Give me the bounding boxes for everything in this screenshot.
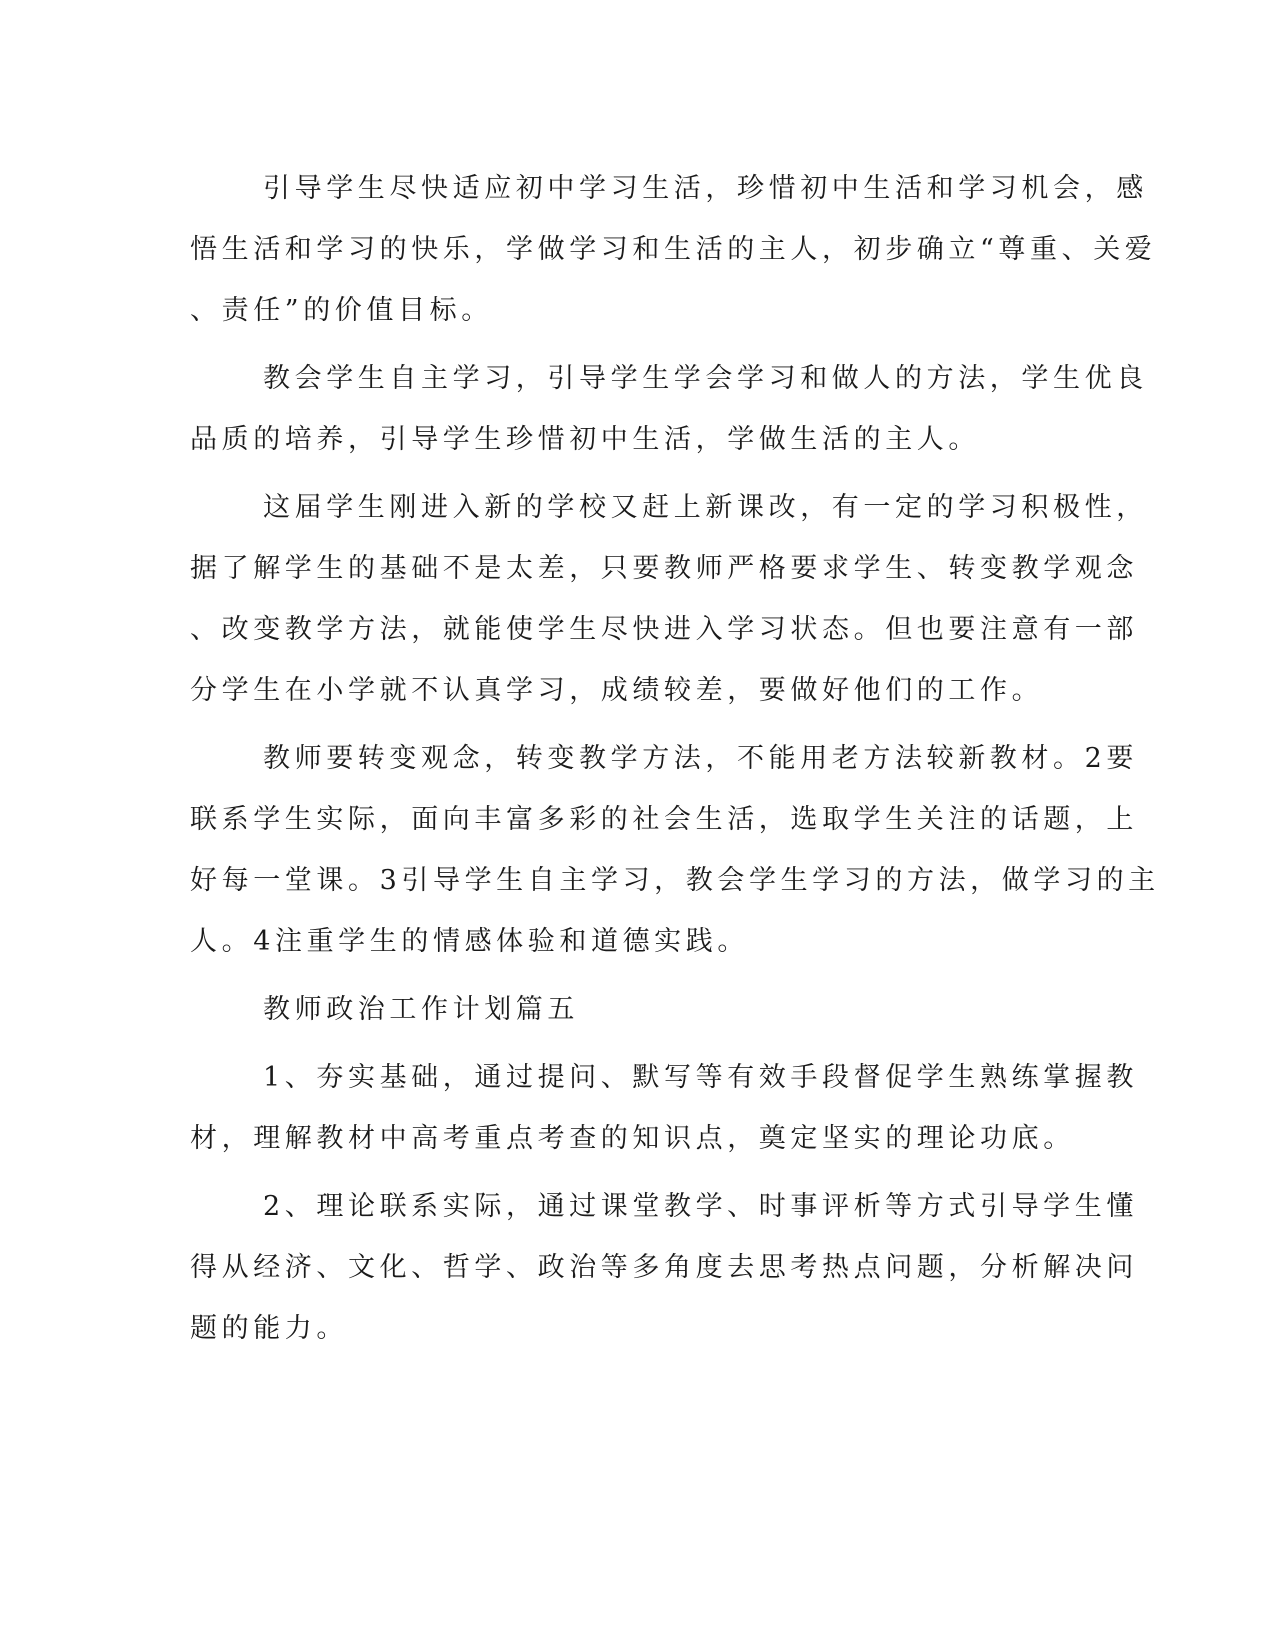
text-line: 、责任”的价值目标。	[190, 295, 493, 326]
paragraph-teaching-methods	[190, 728, 1160, 972]
text-line: 品质的培养，引导学生珍惜初中生活，学做生活的主人。	[190, 424, 980, 455]
text-line: 悟生活和学习的快乐，学做学习和生活的主人，初步确立“尊重、关爱	[190, 234, 1157, 265]
paragraph-item-1	[190, 1047, 1138, 1169]
text-line: 题的能力。	[190, 1313, 348, 1344]
text-line: 得从经济、文化、哲学、政治等多角度去思考热点问题，分析解决问	[190, 1252, 1138, 1283]
text-line: 2、理论联系实际，通过课堂教学、时事评析等方式引导学生懂	[263, 1191, 1138, 1222]
text-line: 教师要转变观念，转变教学方法，不能用老方法较新教材。2要	[263, 743, 1138, 774]
text-line: 教会学生自主学习，引导学生学会学习和做人的方法，学生优良	[263, 363, 1148, 394]
document-page	[190, 158, 1160, 1366]
section-title: 教师政治工作计划篇五	[263, 994, 579, 1025]
text-line: 联系学生实际，面向丰富多彩的社会生活，选取学生关注的话题，上	[190, 804, 1138, 835]
text-line: 引导学生尽快适应初中学习生活，珍惜初中生活和学习机会，感	[263, 173, 1148, 204]
paragraph-goals	[190, 158, 1157, 341]
text-line: 、改变教学方法，就能使学生尽快进入学习状态。但也要注意有一部	[190, 614, 1138, 645]
text-line: 1、夯实基础，通过提问、默写等有效手段督促学生熟练掌握教	[263, 1062, 1138, 1093]
text-line: 据了解学生的基础不是太差，只要教师严格要求学生、转变教学观念	[190, 553, 1138, 584]
paragraph-student-situation	[190, 477, 1148, 721]
text-line: 好每一堂课。3引导学生自主学习，教会学生学习的方法，做学习的主	[190, 865, 1160, 896]
text-line: 人。4注重学生的情感体验和道德实践。	[190, 926, 749, 957]
section-heading	[190, 979, 1085, 1040]
paragraph-self-study	[190, 348, 1148, 470]
text-line: 材，理解教材中高考重点考查的知识点，奠定坚实的理论功底。	[190, 1123, 1075, 1154]
text-line: 这届学生刚进入新的学校又赶上新课改，有一定的学习积极性，	[263, 492, 1148, 523]
paragraph-item-2	[190, 1176, 1138, 1359]
text-line: 分学生在小学就不认真学习，成绩较差，要做好他们的工作。	[190, 675, 1044, 706]
